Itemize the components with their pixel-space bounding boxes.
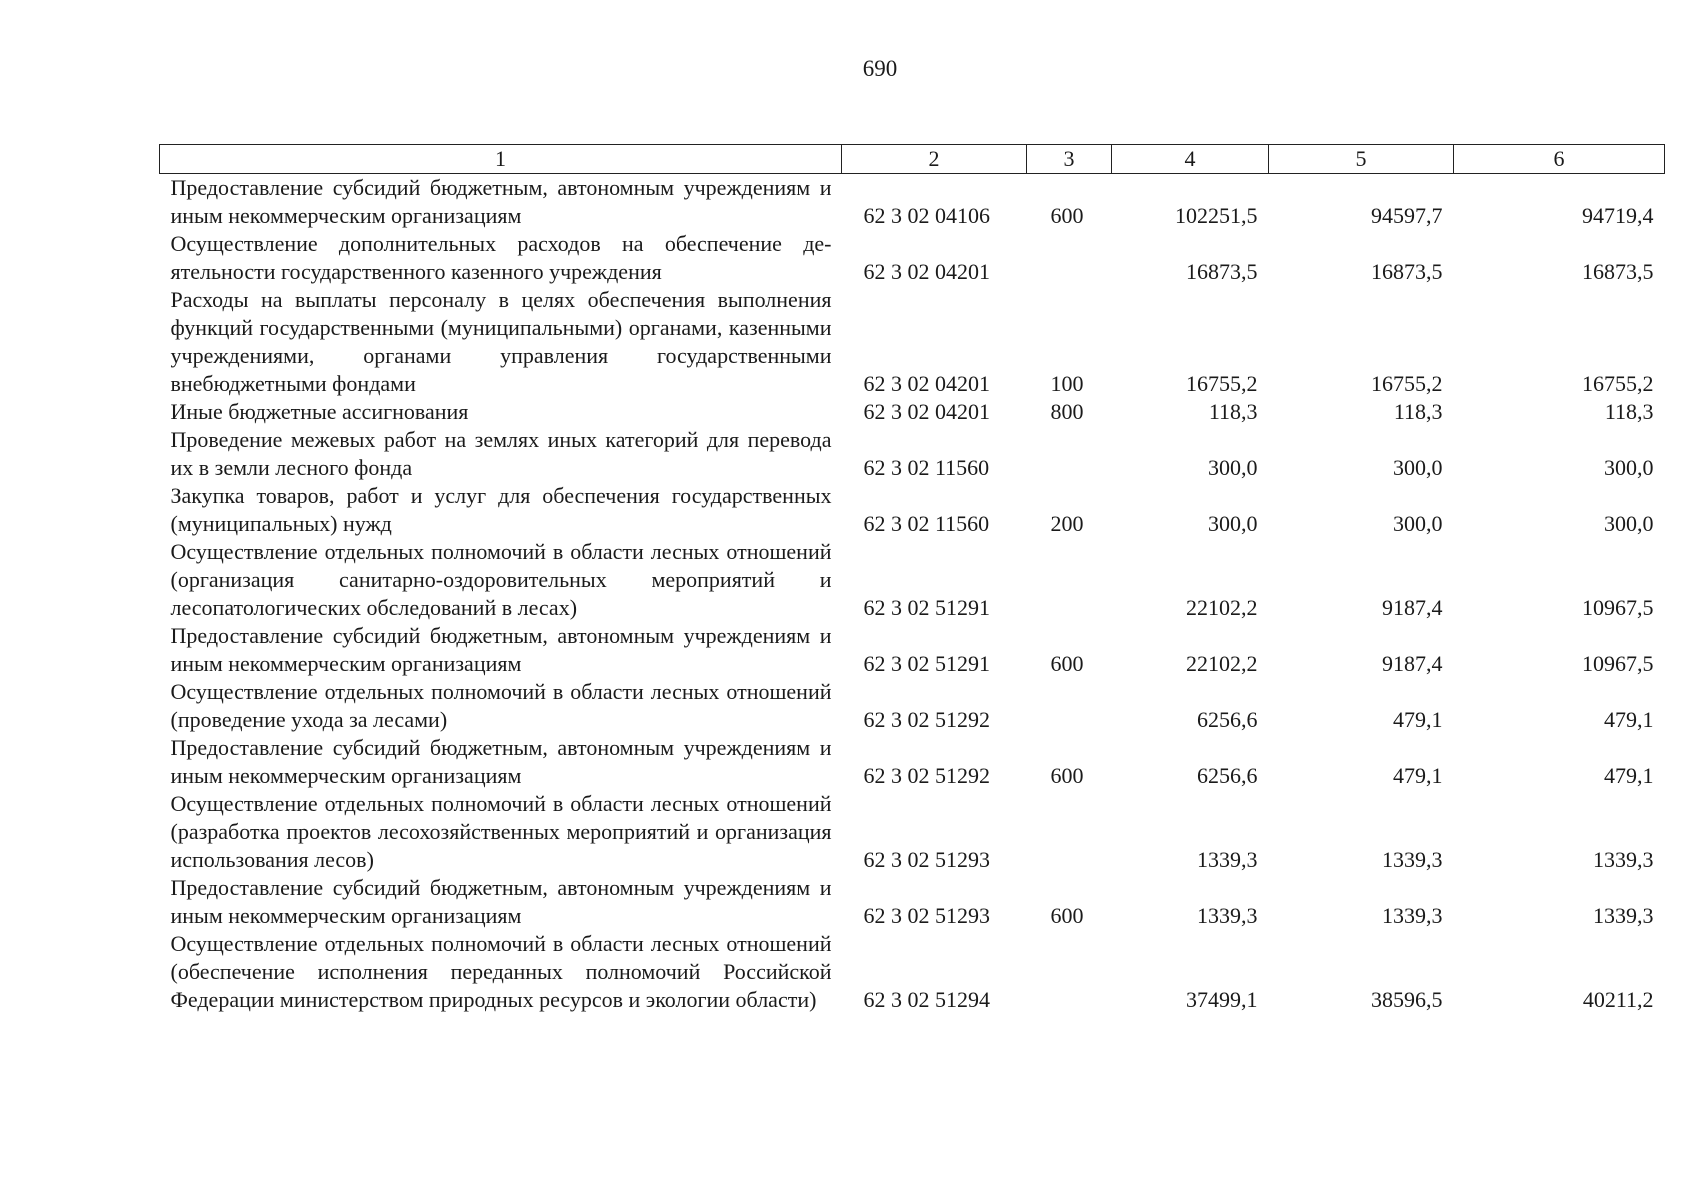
row-value-col5: 16873,5 <box>1371 259 1443 284</box>
row-value-col5: 479,1 <box>1393 707 1443 732</box>
row-code: 62 3 02 51292 <box>863 707 990 732</box>
row-code: 62 3 02 51293 <box>863 847 990 872</box>
row-expense-type <box>1027 930 1112 1014</box>
row-code: 62 3 02 51294 <box>863 987 990 1012</box>
row-code: 62 3 02 51292 <box>863 763 990 788</box>
table-row <box>160 930 1665 1014</box>
row-value-col5: 16755,2 <box>1371 371 1443 396</box>
row-value-col5: 300,0 <box>1393 511 1443 536</box>
row-name: Осуществление отдельных полномочий в области лесных отношений (организация санитарно-оздоровительных мероприятий и лесопатологических обследований в лесах) <box>170 539 832 620</box>
row-value-col6: 10967,5 <box>1582 651 1654 676</box>
row-expense-type: 600 <box>1050 203 1084 228</box>
table-row <box>160 286 1665 398</box>
row-value-col6: 94719,4 <box>1582 203 1654 228</box>
row-code: 62 3 02 51291 <box>863 595 990 620</box>
row-code: 62 3 02 51291 <box>863 651 990 676</box>
row-value-col4: 16873,5 <box>1186 259 1258 284</box>
row-name: Осуществление дополнительных расходов на обеспечение деятельности государственного казенного учреждения <box>170 231 832 284</box>
row-name: Осуществление отдельных полномочий в области лесных отношений (разработка проектов лесохозяйственных мероприятий и организация использования лесов) <box>170 791 832 872</box>
table-row <box>160 174 1665 231</box>
row-name: Предоставление субсидий бюджетным, автономным учреждениям и иным некоммерческим организациям <box>170 735 832 788</box>
table-body <box>160 174 1665 1015</box>
row-value-col4: 1339,3 <box>1197 903 1258 928</box>
row-value-col5: 9187,4 <box>1382 595 1443 620</box>
row-value-col6: 300,0 <box>1604 511 1654 536</box>
row-value-col6: 479,1 <box>1604 763 1654 788</box>
row-value-col5: 38596,5 <box>1371 987 1443 1012</box>
row-value-col6: 479,1 <box>1604 707 1654 732</box>
table-row <box>160 678 1665 734</box>
row-expense-type: 100 <box>1050 371 1084 396</box>
row-expense-type <box>1027 426 1112 482</box>
row-value-col4: 118,3 <box>1208 399 1258 424</box>
header-col-2: 2 <box>842 145 1027 174</box>
row-code: 62 3 02 51293 <box>863 903 990 928</box>
row-expense-type <box>1027 790 1112 874</box>
row-expense-type <box>1027 230 1112 286</box>
row-value-col6: 40211,2 <box>1582 987 1654 1012</box>
row-expense-type: 600 <box>1050 651 1084 676</box>
row-value-col5: 300,0 <box>1393 455 1443 480</box>
header-col-1: 1 <box>160 145 842 174</box>
header-col-5: 5 <box>1269 145 1454 174</box>
row-name: Предоставление субсидий бюджетным, автономным учреждениям и иным некоммерческим организациям <box>170 623 832 676</box>
row-expense-type <box>1027 538 1112 622</box>
header-col-4: 4 <box>1112 145 1269 174</box>
header-col-3: 3 <box>1027 145 1112 174</box>
row-value-col6: 16873,5 <box>1582 259 1654 284</box>
row-name: Проведение межевых работ на землях иных категорий для перевода их в земли лесного фонда <box>170 427 832 480</box>
row-value-col5: 94597,7 <box>1371 203 1443 228</box>
row-value-col4: 1339,3 <box>1197 847 1258 872</box>
row-name: Расходы на выплаты персоналу в целях обеспечения выполнения функций государственными (муниципальными) органами, казенными учреждениями, органами управления государственными внебюджетными фондами <box>170 287 832 396</box>
row-value-col4: 6256,6 <box>1197 707 1258 732</box>
row-expense-type: 200 <box>1050 511 1084 536</box>
page-number: 690 <box>862 56 898 81</box>
row-name: Предоставление субсидий бюджетным, автономным учреждениям и иным некоммерческим организациям <box>170 175 832 228</box>
table-row <box>160 734 1665 790</box>
row-code: 62 3 02 04106 <box>863 203 990 228</box>
row-value-col5: 479,1 <box>1393 763 1443 788</box>
row-value-col4: 300,0 <box>1208 511 1258 536</box>
row-name: Осуществление отдельных полномочий в области лесных отношений (обеспечение исполнения переданных полномочий Российской Федерации министерством природных ресурсов и экологии области) <box>170 931 832 1012</box>
header-row <box>160 145 1665 174</box>
row-value-col4: 102251,5 <box>1175 203 1258 228</box>
row-value-col6: 10967,5 <box>1582 595 1654 620</box>
header-col-6: 6 <box>1454 145 1665 174</box>
row-value-col6: 118,3 <box>1604 399 1654 424</box>
row-value-col5: 1339,3 <box>1382 847 1443 872</box>
row-code: 62 3 02 04201 <box>863 399 990 424</box>
row-value-col5: 118,3 <box>1393 399 1443 424</box>
table-row <box>160 230 1665 286</box>
row-value-col6: 300,0 <box>1604 455 1654 480</box>
row-value-col4: 300,0 <box>1208 455 1258 480</box>
row-expense-type: 600 <box>1050 903 1084 928</box>
row-expense-type: 800 <box>1050 399 1084 424</box>
table-row <box>160 482 1665 538</box>
row-name: Осуществление отдельных полномочий в области лесных отношений (проведение ухода за лесами) <box>170 679 832 732</box>
row-name: Закупка товаров, работ и услуг для обеспечения государственных (муниципальных) нужд <box>170 483 832 536</box>
row-code: 62 3 02 04201 <box>863 259 990 284</box>
row-code: 62 3 02 11560 <box>863 455 990 480</box>
table-row <box>160 622 1665 678</box>
row-name: Предоставление субсидий бюджетным, автономным учреждениям и иным некоммерческим организациям <box>170 875 832 928</box>
row-value-col6: 1339,3 <box>1593 903 1654 928</box>
table-row <box>160 398 1665 426</box>
row-expense-type: 600 <box>1050 763 1084 788</box>
row-value-col4: 16755,2 <box>1186 371 1258 396</box>
row-value-col6: 1339,3 <box>1593 847 1654 872</box>
row-value-col4: 6256,6 <box>1197 763 1258 788</box>
row-value-col5: 9187,4 <box>1382 651 1443 676</box>
row-value-col6: 16755,2 <box>1582 371 1654 396</box>
row-expense-type <box>1027 678 1112 734</box>
table-row <box>160 874 1665 930</box>
row-value-col4: 37499,1 <box>1186 987 1258 1012</box>
budget-table <box>159 144 1665 1014</box>
row-value-col4: 22102,2 <box>1186 595 1258 620</box>
row-value-col4: 22102,2 <box>1186 651 1258 676</box>
row-value-col5: 1339,3 <box>1382 903 1443 928</box>
row-name: Иные бюджетные ассигнования <box>170 399 469 424</box>
table-row <box>160 790 1665 874</box>
row-code: 62 3 02 11560 <box>863 511 990 536</box>
table-header <box>160 145 1665 174</box>
row-code: 62 3 02 04201 <box>863 371 990 396</box>
table-row <box>160 538 1665 622</box>
table-row <box>160 426 1665 482</box>
